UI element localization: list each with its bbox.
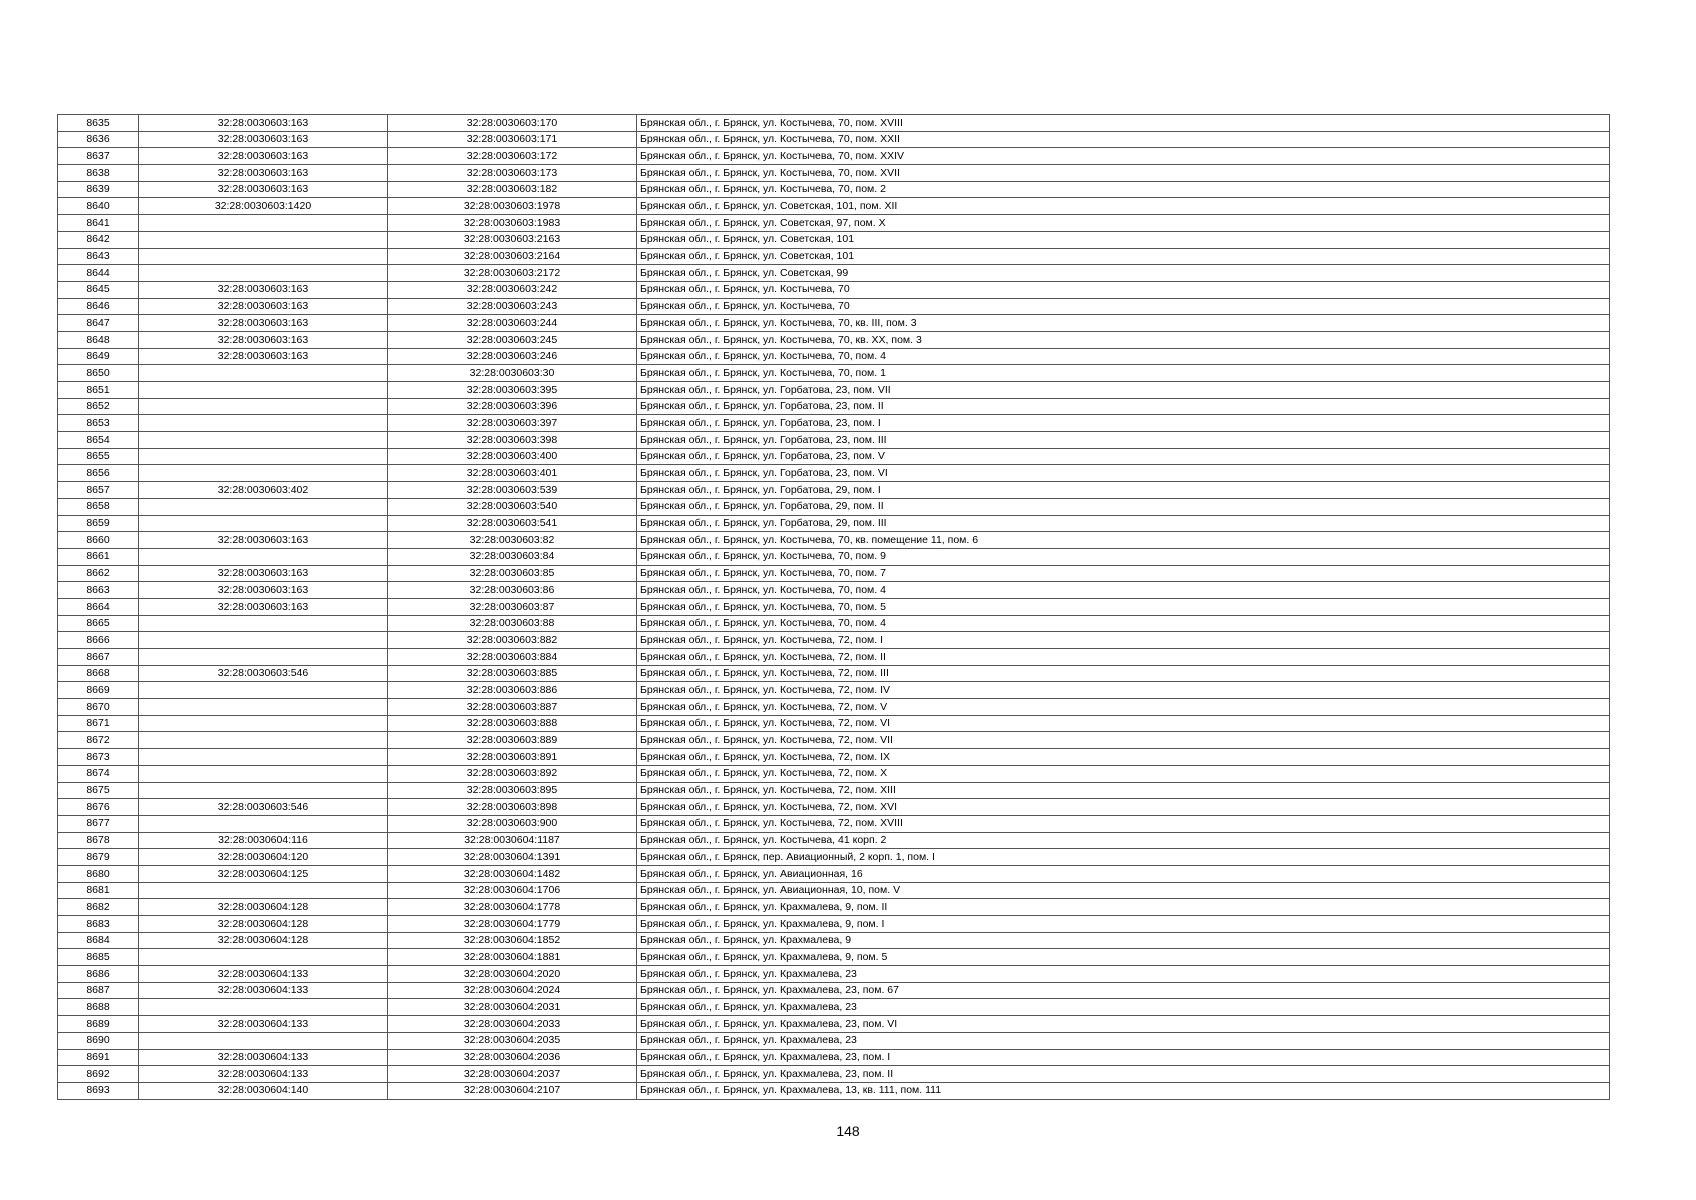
cadastral-number-cell: 32:28:0030603:84 <box>388 548 637 565</box>
parent-cadastral-number-cell: 32:28:0030604:133 <box>139 1016 388 1033</box>
parent-cadastral-number-cell <box>139 815 388 832</box>
table-row <box>58 715 1610 732</box>
row-number-cell: 8648 <box>58 331 139 348</box>
parent-cadastral-number-cell <box>139 1032 388 1049</box>
cadastral-number-cell: 32:28:0030603:885 <box>388 665 637 682</box>
address-cell: Брянская обл., г. Брянск, ул. Крахмалева, 23, пом. VI <box>637 1016 1610 1033</box>
cadastral-number-cell: 32:28:0030603:242 <box>388 281 637 298</box>
table-row <box>58 331 1610 348</box>
address-cell: Брянская обл., г. Брянск, ул. Крахмалева, 23, пом. II <box>637 1066 1610 1083</box>
table-row <box>58 1066 1610 1083</box>
row-number-cell: 8645 <box>58 281 139 298</box>
cadastral-number-cell: 32:28:0030603:2164 <box>388 248 637 265</box>
parent-cadastral-number-cell: 32:28:0030603:1420 <box>139 198 388 215</box>
cadastral-number-cell: 32:28:0030603:87 <box>388 598 637 615</box>
cadastral-number-cell: 32:28:0030603:86 <box>388 582 637 599</box>
parent-cadastral-number-cell: 32:28:0030603:163 <box>139 131 388 148</box>
table-row <box>58 699 1610 716</box>
table-row <box>58 916 1610 933</box>
cadastral-number-cell: 32:28:0030603:85 <box>388 565 637 582</box>
cadastral-number-cell: 32:28:0030603:892 <box>388 765 637 782</box>
address-cell: Брянская обл., г. Брянск, ул. Костычева, 70 <box>637 298 1610 315</box>
row-number-cell: 8657 <box>58 482 139 499</box>
parent-cadastral-number-cell: 32:28:0030603:163 <box>139 181 388 198</box>
address-cell: Брянская обл., г. Брянск, ул. Костычева, 70, пом. XXII <box>637 131 1610 148</box>
cadastral-number-cell: 32:28:0030603:172 <box>388 148 637 165</box>
cadastral-number-cell: 32:28:0030603:244 <box>388 315 637 332</box>
cadastral-number-cell: 32:28:0030603:541 <box>388 515 637 532</box>
address-cell: Брянская обл., г. Брянск, ул. Авиационная, 10, пом. V <box>637 882 1610 899</box>
cadastral-number-cell: 32:28:0030603:170 <box>388 115 637 132</box>
address-cell: Брянская обл., г. Брянск, ул. Крахмалева, 9, пом. I <box>637 916 1610 933</box>
table-row <box>58 515 1610 532</box>
address-cell: Брянская обл., г. Брянск, ул. Костычева, 72, пом. IX <box>637 749 1610 766</box>
parent-cadastral-number-cell <box>139 782 388 799</box>
parent-cadastral-number-cell <box>139 398 388 415</box>
table-row <box>58 598 1610 615</box>
table-row <box>58 832 1610 849</box>
row-number-cell: 8654 <box>58 432 139 449</box>
table-row <box>58 548 1610 565</box>
table-row <box>58 115 1610 132</box>
row-number-cell: 8670 <box>58 699 139 716</box>
address-cell: Брянская обл., г. Брянск, ул. Крахмалева, 9, пом. 5 <box>637 949 1610 966</box>
row-number-cell: 8647 <box>58 315 139 332</box>
table-row <box>58 882 1610 899</box>
parent-cadastral-number-cell <box>139 382 388 399</box>
address-cell: Брянская обл., г. Брянск, ул. Крахмалева, 23, пом. I <box>637 1049 1610 1066</box>
parent-cadastral-number-cell: 32:28:0030603:163 <box>139 598 388 615</box>
row-number-cell: 8675 <box>58 782 139 799</box>
parent-cadastral-number-cell: 32:28:0030603:163 <box>139 532 388 549</box>
row-number-cell: 8676 <box>58 799 139 816</box>
cadastral-number-cell: 32:28:0030603:243 <box>388 298 637 315</box>
cadastral-number-cell: 32:28:0030603:245 <box>388 331 637 348</box>
row-number-cell: 8642 <box>58 231 139 248</box>
row-number-cell: 8690 <box>58 1032 139 1049</box>
address-cell: Брянская обл., г. Брянск, ул. Костычева, 70, кв. помещение 11, пом. 6 <box>637 532 1610 549</box>
parent-cadastral-number-cell <box>139 949 388 966</box>
parent-cadastral-number-cell: 32:28:0030603:163 <box>139 115 388 132</box>
cadastral-number-cell: 32:28:0030604:1391 <box>388 849 637 866</box>
row-number-cell: 8651 <box>58 382 139 399</box>
address-cell: Брянская обл., г. Брянск, ул. Горбатова, 23, пом. I <box>637 415 1610 432</box>
row-number-cell: 8640 <box>58 198 139 215</box>
parent-cadastral-number-cell: 32:28:0030603:163 <box>139 315 388 332</box>
cadastral-number-cell: 32:28:0030603:88 <box>388 615 637 632</box>
address-cell: Брянская обл., г. Брянск, ул. Костычева, 70, пом. 4 <box>637 348 1610 365</box>
parent-cadastral-number-cell <box>139 632 388 649</box>
parent-cadastral-number-cell <box>139 248 388 265</box>
cadastral-number-cell: 32:28:0030604:1779 <box>388 916 637 933</box>
table-row <box>58 448 1610 465</box>
row-number-cell: 8659 <box>58 515 139 532</box>
address-cell: Брянская обл., г. Брянск, ул. Горбатова, 29, пом. III <box>637 515 1610 532</box>
parent-cadastral-number-cell: 32:28:0030603:163 <box>139 331 388 348</box>
cadastral-number-cell: 32:28:0030603:2172 <box>388 265 637 282</box>
cadastral-number-cell: 32:28:0030603:887 <box>388 699 637 716</box>
row-number-cell: 8637 <box>58 148 139 165</box>
cadastral-number-cell: 32:28:0030603:900 <box>388 815 637 832</box>
address-cell: Брянская обл., г. Брянск, ул. Горбатова, 23, пом. VI <box>637 465 1610 482</box>
row-number-cell: 8641 <box>58 215 139 232</box>
address-cell: Брянская обл., г. Брянск, ул. Костычева, 70, пом. 5 <box>637 598 1610 615</box>
row-number-cell: 8688 <box>58 999 139 1016</box>
table-row <box>58 215 1610 232</box>
table-row <box>58 649 1610 666</box>
row-number-cell: 8661 <box>58 548 139 565</box>
row-number-cell: 8663 <box>58 582 139 599</box>
address-cell: Брянская обл., г. Брянск, ул. Костычева, 72, пом. VII <box>637 732 1610 749</box>
address-cell: Брянская обл., г. Брянск, ул. Костычева, 72, пом. II <box>637 649 1610 666</box>
cadastral-number-cell: 32:28:0030604:2107 <box>388 1082 637 1099</box>
table-row <box>58 999 1610 1016</box>
cadastral-number-cell: 32:28:0030604:2033 <box>388 1016 637 1033</box>
row-number-cell: 8683 <box>58 916 139 933</box>
row-number-cell: 8679 <box>58 849 139 866</box>
address-cell: Брянская обл., г. Брянск, ул. Горбатова, 23, пом. V <box>637 448 1610 465</box>
parent-cadastral-number-cell: 32:28:0030603:163 <box>139 298 388 315</box>
table-row <box>58 665 1610 682</box>
parent-cadastral-number-cell <box>139 365 388 382</box>
address-cell: Брянская обл., г. Брянск, ул. Костычева, 70, пом. XVIII <box>637 115 1610 132</box>
row-number-cell: 8674 <box>58 765 139 782</box>
cadastral-number-cell: 32:28:0030603:397 <box>388 415 637 432</box>
table-row <box>58 1082 1610 1099</box>
parent-cadastral-number-cell: 32:28:0030603:163 <box>139 281 388 298</box>
table-row <box>58 198 1610 215</box>
table-row <box>58 348 1610 365</box>
cadastral-number-cell: 32:28:0030604:1778 <box>388 899 637 916</box>
address-cell: Брянская обл., г. Брянск, ул. Костычева, 72, пом. I <box>637 632 1610 649</box>
cadastral-number-cell: 32:28:0030604:2036 <box>388 1049 637 1066</box>
row-number-cell: 8671 <box>58 715 139 732</box>
cadastral-number-cell: 32:28:0030603:882 <box>388 632 637 649</box>
address-cell: Брянская обл., г. Брянск, ул. Костычева, 70, пом. 4 <box>637 615 1610 632</box>
table-row <box>58 615 1610 632</box>
parent-cadastral-number-cell <box>139 615 388 632</box>
table-row <box>58 899 1610 916</box>
row-number-cell: 8686 <box>58 966 139 983</box>
row-number-cell: 8677 <box>58 815 139 832</box>
table-row <box>58 148 1610 165</box>
parent-cadastral-number-cell: 32:28:0030603:163 <box>139 165 388 182</box>
table-row <box>58 398 1610 415</box>
row-number-cell: 8635 <box>58 115 139 132</box>
table-row <box>58 932 1610 949</box>
parent-cadastral-number-cell <box>139 231 388 248</box>
parent-cadastral-number-cell <box>139 765 388 782</box>
address-cell: Брянская обл., г. Брянск, ул. Крахмалева, 9 <box>637 932 1610 949</box>
table-row <box>58 265 1610 282</box>
table-row <box>58 231 1610 248</box>
parent-cadastral-number-cell <box>139 215 388 232</box>
cadastral-number-cell: 32:28:0030603:540 <box>388 498 637 515</box>
parent-cadastral-number-cell <box>139 548 388 565</box>
table-row <box>58 632 1610 649</box>
row-number-cell: 8682 <box>58 899 139 916</box>
address-cell: Брянская обл., г. Брянск, ул. Костычева, 70 <box>637 281 1610 298</box>
table-row <box>58 498 1610 515</box>
cadastral-number-cell: 32:28:0030603:401 <box>388 465 637 482</box>
row-number-cell: 8666 <box>58 632 139 649</box>
row-number-cell: 8672 <box>58 732 139 749</box>
row-number-cell: 8681 <box>58 882 139 899</box>
cadastral-number-cell: 32:28:0030603:82 <box>388 532 637 549</box>
parent-cadastral-number-cell: 32:28:0030604:128 <box>139 932 388 949</box>
row-number-cell: 8653 <box>58 415 139 432</box>
table-row <box>58 1016 1610 1033</box>
address-cell: Брянская обл., г. Брянск, ул. Костычева, 70, пом. 2 <box>637 181 1610 198</box>
row-number-cell: 8693 <box>58 1082 139 1099</box>
row-number-cell: 8658 <box>58 498 139 515</box>
address-cell: Брянская обл., г. Брянск, ул. Костычева, 70, пом. 1 <box>637 365 1610 382</box>
address-cell: Брянская обл., г. Брянск, ул. Костычева, 41 корп. 2 <box>637 832 1610 849</box>
cadastral-number-cell: 32:28:0030603:898 <box>388 799 637 816</box>
table-row <box>58 281 1610 298</box>
address-cell: Брянская обл., г. Брянск, ул. Костычева, 72, пом. XVI <box>637 799 1610 816</box>
table-row <box>58 966 1610 983</box>
parent-cadastral-number-cell <box>139 749 388 766</box>
address-cell: Брянская обл., г. Брянск, ул. Крахмалева, 23, пом. 67 <box>637 982 1610 999</box>
table-row <box>58 532 1610 549</box>
address-cell: Брянская обл., г. Брянск, ул. Крахмалева, 9, пом. II <box>637 899 1610 916</box>
cadastral-number-cell: 32:28:0030604:1881 <box>388 949 637 966</box>
table-row <box>58 732 1610 749</box>
table-row <box>58 565 1610 582</box>
address-cell: Брянская обл., г. Брянск, ул. Костычева, 70, пом. 9 <box>637 548 1610 565</box>
address-cell: Брянская обл., г. Брянск, ул. Горбатова, 29, пом. II <box>637 498 1610 515</box>
parent-cadastral-number-cell <box>139 432 388 449</box>
row-number-cell: 8678 <box>58 832 139 849</box>
cadastral-number-cell: 32:28:0030604:2031 <box>388 999 637 1016</box>
address-cell: Брянская обл., г. Брянск, ул. Крахмалева, 23 <box>637 966 1610 983</box>
page-number: 148 <box>836 1123 860 1139</box>
table-row <box>58 1032 1610 1049</box>
parent-cadastral-number-cell: 32:28:0030604:125 <box>139 865 388 882</box>
row-number-cell: 8646 <box>58 298 139 315</box>
table-row <box>58 682 1610 699</box>
parent-cadastral-number-cell: 32:28:0030604:140 <box>139 1082 388 1099</box>
cadastral-number-cell: 32:28:0030604:1187 <box>388 832 637 849</box>
cadastral-number-cell: 32:28:0030603:539 <box>388 482 637 499</box>
table-row <box>58 465 1610 482</box>
table-row <box>58 365 1610 382</box>
parent-cadastral-number-cell <box>139 999 388 1016</box>
row-number-cell: 8692 <box>58 1066 139 1083</box>
address-cell: Брянская обл., г. Брянск, ул. Советская, 101, пом. XII <box>637 198 1610 215</box>
table-row <box>58 482 1610 499</box>
parent-cadastral-number-cell: 32:28:0030604:133 <box>139 1049 388 1066</box>
address-cell: Брянская обл., г. Брянск, ул. Костычева, 72, пом. X <box>637 765 1610 782</box>
cadastral-number-cell: 32:28:0030603:2163 <box>388 231 637 248</box>
table-row <box>58 749 1610 766</box>
table-row <box>58 799 1610 816</box>
cadastral-number-cell: 32:28:0030603:171 <box>388 131 637 148</box>
address-cell: Брянская обл., г. Брянск, ул. Костычева, 70, кв. XX, пом. 3 <box>637 331 1610 348</box>
table-row <box>58 1049 1610 1066</box>
row-number-cell: 8656 <box>58 465 139 482</box>
row-number-cell: 8660 <box>58 532 139 549</box>
table-row <box>58 949 1610 966</box>
table-row <box>58 415 1610 432</box>
address-cell: Брянская обл., г. Брянск, ул. Костычева, 70, кв. III, пом. 3 <box>637 315 1610 332</box>
parent-cadastral-number-cell <box>139 699 388 716</box>
address-cell: Брянская обл., г. Брянск, ул. Советская, 97, пом. X <box>637 215 1610 232</box>
parent-cadastral-number-cell: 32:28:0030603:163 <box>139 565 388 582</box>
parent-cadastral-number-cell <box>139 732 388 749</box>
cadastral-number-cell: 32:28:0030603:888 <box>388 715 637 732</box>
address-cell: Брянская обл., г. Брянск, ул. Костычева, 70, пом. XVII <box>637 165 1610 182</box>
row-number-cell: 8652 <box>58 398 139 415</box>
table-row <box>58 181 1610 198</box>
row-number-cell: 8691 <box>58 1049 139 1066</box>
parent-cadastral-number-cell <box>139 882 388 899</box>
table-row <box>58 982 1610 999</box>
row-number-cell: 8662 <box>58 565 139 582</box>
table-row <box>58 432 1610 449</box>
row-number-cell: 8664 <box>58 598 139 615</box>
address-cell: Брянская обл., г. Брянск, ул. Горбатова, 23, пом. II <box>637 398 1610 415</box>
cadastral-number-cell: 32:28:0030603:400 <box>388 448 637 465</box>
cadastral-number-cell: 32:28:0030604:1706 <box>388 882 637 899</box>
table-row <box>58 298 1610 315</box>
address-cell: Брянская обл., г. Брянск, ул. Горбатова, 29, пом. I <box>637 482 1610 499</box>
address-cell: Брянская обл., г. Брянск, ул. Костычева, 72, пом. III <box>637 665 1610 682</box>
address-cell: Брянская обл., г. Брянск, ул. Костычева, 70, пом. 4 <box>637 582 1610 599</box>
row-number-cell: 8644 <box>58 265 139 282</box>
parent-cadastral-number-cell: 32:28:0030604:120 <box>139 849 388 866</box>
address-cell: Брянская обл., г. Брянск, пер. Авиационный, 2 корп. 1, пом. I <box>637 849 1610 866</box>
parent-cadastral-number-cell: 32:28:0030604:133 <box>139 966 388 983</box>
row-number-cell: 8668 <box>58 665 139 682</box>
row-number-cell: 8684 <box>58 932 139 949</box>
parent-cadastral-number-cell: 32:28:0030604:128 <box>139 899 388 916</box>
row-number-cell: 8685 <box>58 949 139 966</box>
table-row <box>58 131 1610 148</box>
address-cell: Брянская обл., г. Брянск, ул. Авиационная, 16 <box>637 865 1610 882</box>
cadastral-number-cell: 32:28:0030604:1482 <box>388 865 637 882</box>
row-number-cell: 8687 <box>58 982 139 999</box>
row-number-cell: 8673 <box>58 749 139 766</box>
parent-cadastral-number-cell <box>139 448 388 465</box>
address-cell: Брянская обл., г. Брянск, ул. Костычева, 72, пом. IV <box>637 682 1610 699</box>
table-row <box>58 382 1610 399</box>
table-row <box>58 849 1610 866</box>
table-row <box>58 865 1610 882</box>
cadastral-number-cell: 32:28:0030603:891 <box>388 749 637 766</box>
row-number-cell: 8669 <box>58 682 139 699</box>
address-cell: Брянская обл., г. Брянск, ул. Костычева, 70, пом. 7 <box>637 565 1610 582</box>
cadastral-number-cell: 32:28:0030604:2037 <box>388 1066 637 1083</box>
parent-cadastral-number-cell <box>139 498 388 515</box>
parent-cadastral-number-cell: 32:28:0030604:116 <box>139 832 388 849</box>
address-cell: Брянская обл., г. Брянск, ул. Костычева, 72, пом. XVIII <box>637 815 1610 832</box>
property-registry-table <box>57 114 1610 1100</box>
row-number-cell: 8643 <box>58 248 139 265</box>
parent-cadastral-number-cell: 32:28:0030604:128 <box>139 916 388 933</box>
parent-cadastral-number-cell: 32:28:0030603:163 <box>139 148 388 165</box>
cadastral-number-cell: 32:28:0030603:895 <box>388 782 637 799</box>
address-cell: Брянская обл., г. Брянск, ул. Горбатова, 23, пом. VII <box>637 382 1610 399</box>
row-number-cell: 8650 <box>58 365 139 382</box>
cadastral-number-cell: 32:28:0030603:398 <box>388 432 637 449</box>
parent-cadastral-number-cell: 32:28:0030603:163 <box>139 582 388 599</box>
parent-cadastral-number-cell: 32:28:0030604:133 <box>139 1066 388 1083</box>
cadastral-number-cell: 32:28:0030604:1852 <box>388 932 637 949</box>
row-number-cell: 8655 <box>58 448 139 465</box>
cadastral-number-cell: 32:28:0030603:173 <box>388 165 637 182</box>
cadastral-number-cell: 32:28:0030604:2024 <box>388 982 637 999</box>
table-row <box>58 165 1610 182</box>
cadastral-number-cell: 32:28:0030603:396 <box>388 398 637 415</box>
address-cell: Брянская обл., г. Брянск, ул. Костычева, 70, пом. XXIV <box>637 148 1610 165</box>
parent-cadastral-number-cell <box>139 515 388 532</box>
registry-table-body <box>58 115 1610 1100</box>
parent-cadastral-number-cell: 32:28:0030603:546 <box>139 665 388 682</box>
parent-cadastral-number-cell: 32:28:0030603:546 <box>139 799 388 816</box>
table-row <box>58 815 1610 832</box>
cadastral-number-cell: 32:28:0030603:395 <box>388 382 637 399</box>
cadastral-number-cell: 32:28:0030603:1978 <box>388 198 637 215</box>
parent-cadastral-number-cell: 32:28:0030603:402 <box>139 482 388 499</box>
table-row <box>58 315 1610 332</box>
row-number-cell: 8680 <box>58 865 139 882</box>
row-number-cell: 8689 <box>58 1016 139 1033</box>
row-number-cell: 8665 <box>58 615 139 632</box>
parent-cadastral-number-cell <box>139 415 388 432</box>
address-cell: Брянская обл., г. Брянск, ул. Костычева, 72, пом. VI <box>637 715 1610 732</box>
row-number-cell: 8639 <box>58 181 139 198</box>
row-number-cell: 8667 <box>58 649 139 666</box>
table-row <box>58 782 1610 799</box>
parent-cadastral-number-cell <box>139 715 388 732</box>
parent-cadastral-number-cell <box>139 649 388 666</box>
cadastral-number-cell: 32:28:0030604:2020 <box>388 966 637 983</box>
cadastral-number-cell: 32:28:0030603:889 <box>388 732 637 749</box>
address-cell: Брянская обл., г. Брянск, ул. Советская, 101 <box>637 248 1610 265</box>
address-cell: Брянская обл., г. Брянск, ул. Горбатова, 23, пом. III <box>637 432 1610 449</box>
row-number-cell: 8649 <box>58 348 139 365</box>
address-cell: Брянская обл., г. Брянск, ул. Крахмалева, 23 <box>637 1032 1610 1049</box>
row-number-cell: 8636 <box>58 131 139 148</box>
cadastral-number-cell: 32:28:0030603:246 <box>388 348 637 365</box>
address-cell: Брянская обл., г. Брянск, ул. Советская, 101 <box>637 231 1610 248</box>
table-row <box>58 248 1610 265</box>
cadastral-number-cell: 32:28:0030603:1983 <box>388 215 637 232</box>
address-cell: Брянская обл., г. Брянск, ул. Советская, 99 <box>637 265 1610 282</box>
address-cell: Брянская обл., г. Брянск, ул. Костычева, 72, пом. V <box>637 699 1610 716</box>
address-cell: Брянская обл., г. Брянск, ул. Крахмалева, 23 <box>637 999 1610 1016</box>
cadastral-number-cell: 32:28:0030604:2035 <box>388 1032 637 1049</box>
parent-cadastral-number-cell <box>139 465 388 482</box>
address-cell: Брянская обл., г. Брянск, ул. Костычева, 72, пом. XIII <box>637 782 1610 799</box>
parent-cadastral-number-cell <box>139 682 388 699</box>
parent-cadastral-number-cell: 32:28:0030604:133 <box>139 982 388 999</box>
table-row <box>58 765 1610 782</box>
cadastral-number-cell: 32:28:0030603:886 <box>388 682 637 699</box>
address-cell: Брянская обл., г. Брянск, ул. Крахмалева, 13, кв. 111, пом. 111 <box>637 1082 1610 1099</box>
parent-cadastral-number-cell <box>139 265 388 282</box>
table-row <box>58 582 1610 599</box>
row-number-cell: 8638 <box>58 165 139 182</box>
cadastral-number-cell: 32:28:0030603:182 <box>388 181 637 198</box>
cadastral-number-cell: 32:28:0030603:884 <box>388 649 637 666</box>
parent-cadastral-number-cell: 32:28:0030603:163 <box>139 348 388 365</box>
cadastral-number-cell: 32:28:0030603:30 <box>388 365 637 382</box>
